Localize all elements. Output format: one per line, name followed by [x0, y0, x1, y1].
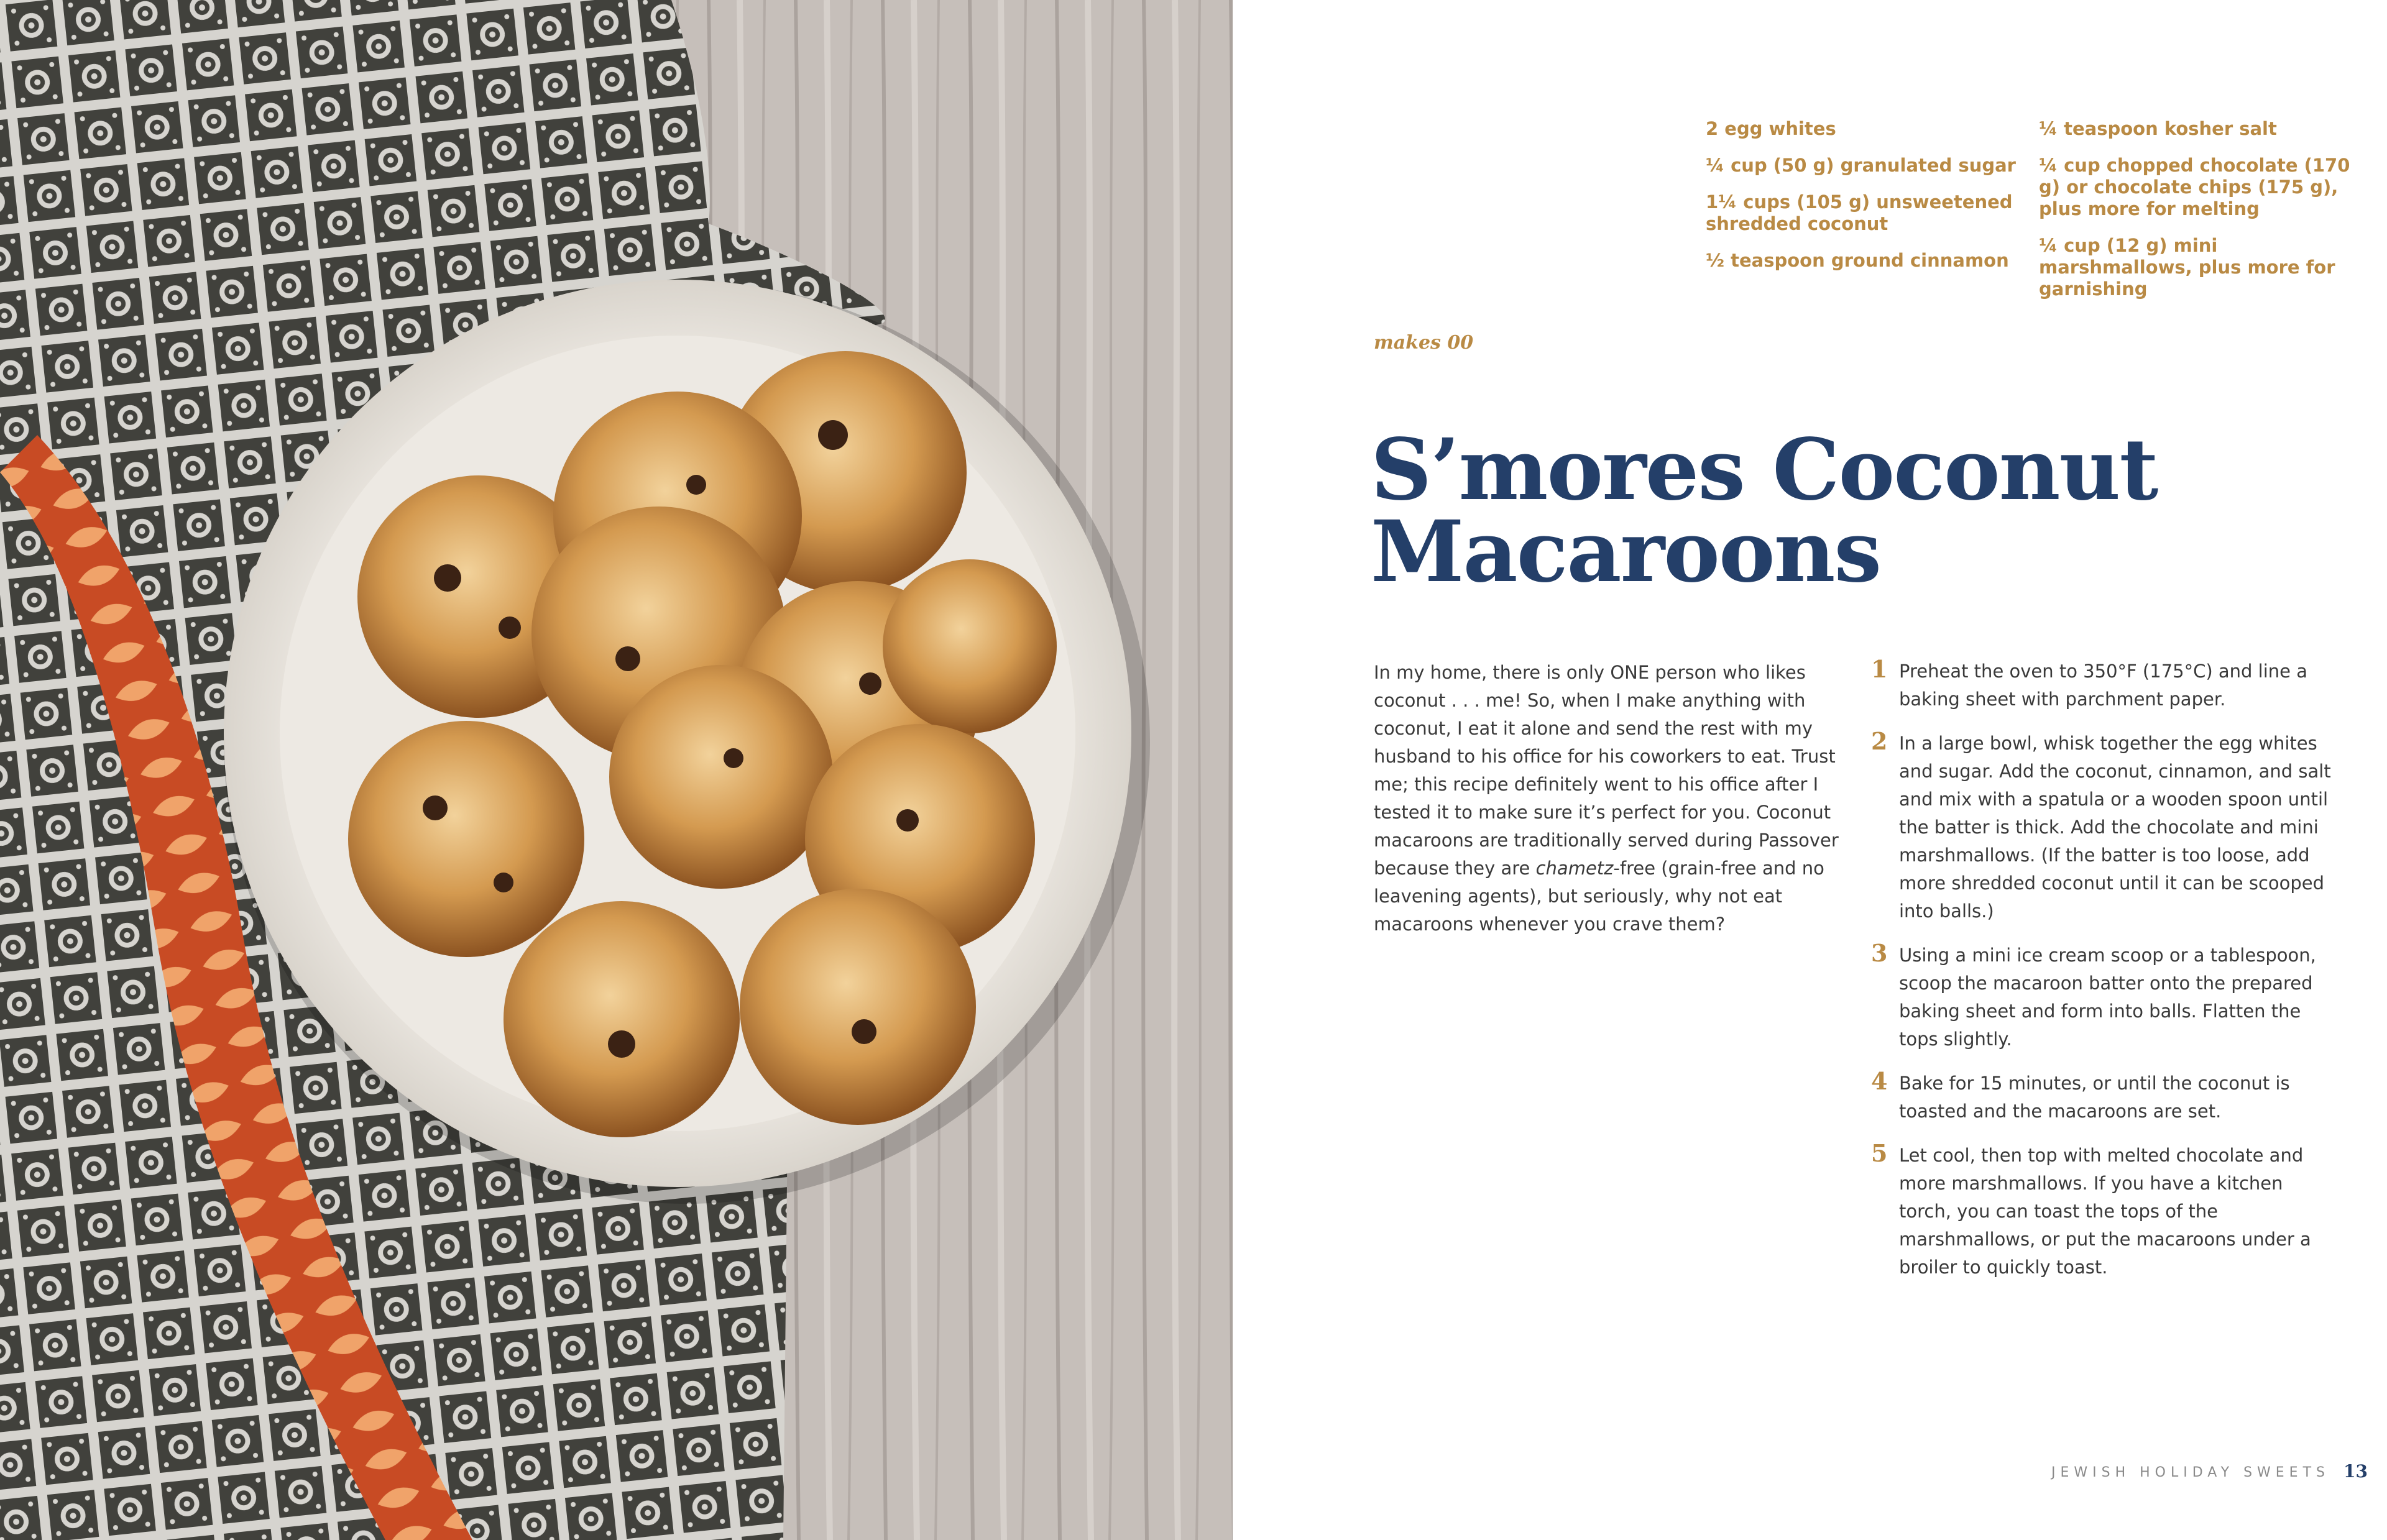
step-text: Using a mini ice cream scoop or a tablespoon, scoop the macaroon batter onto the prepared baking sheet and form into balls. Flatten the tops slightly. — [1899, 945, 2316, 1050]
intro-text-end: -free (grain-free and no leavening agents), but seriously, why not eat macaroons whenever you crave them? — [1374, 858, 1824, 935]
step — [1871, 1139, 2331, 1281]
ingredient: ¼ cup (12 g) mini marshmallows, plus more for garnishing — [2039, 235, 2335, 300]
title-line-2: Macaroons — [1371, 502, 1881, 602]
page-footer — [2051, 1461, 2368, 1482]
ingredient: ½ teaspoon ground cinnamon — [1706, 250, 2009, 271]
ingredients-column-1 — [1706, 118, 2029, 286]
ingredient: 2 egg whites — [1706, 118, 1836, 139]
ingredient: ¼ teaspoon kosher salt — [2039, 118, 2277, 139]
step-text: Preheat the oven to 350°F (175°C) and line a baking sheet with parchment paper. — [1899, 661, 2307, 710]
running-head: JEWISH HOLIDAY SWEETS — [2051, 1465, 2330, 1480]
yield-label: makes 00 — [1374, 332, 1474, 354]
step-number: 3 — [1871, 939, 1888, 967]
step-text: In a large bowl, whisk together the egg whites and sugar. Add the coconut, cinnamon, and salt and mix with a spatula or a wooden spoon until the batter is thick. Add the chocolate and mini marshmallows. (If the batter is too loose, add more shredded coconut until it can be scooped into balls.) — [1899, 733, 2331, 922]
title-line-1: S’mores Coconut — [1371, 420, 2158, 520]
step — [1871, 655, 2331, 713]
ingredient: ¼ cup (50 g) granulated sugar — [1706, 155, 2016, 176]
method-steps — [1871, 655, 2331, 1298]
intro-text: In my home, there is only ONE person who likes coconut . . . me! So, when I make anything with coconut, I eat it alone and send the rest with my husband to his office for his coworkers to eat. Trust me; this recipe definitely went to his office after I tested it to make sure it’s perfect for you. Coconut macaroons are traditionally served during Passover because they are — [1374, 662, 1839, 879]
page-number: 13 — [2343, 1461, 2368, 1482]
step-text: Bake for 15 minutes, or until the coconut is toasted and the macaroons are set. — [1899, 1073, 2290, 1122]
step-number: 5 — [1871, 1139, 1888, 1167]
ingredient: ¼ cup chopped chocolate (170 g) or chocolate chips (175 g), plus more for melting — [2039, 155, 2350, 219]
step-text: Let cool, then top with melted chocolate and more marshmallows. If you have a kitchen torch, you can toast the tops of the marshmallows, or put the macaroons under a broiler to quickly toast. — [1899, 1145, 2311, 1278]
step — [1871, 1067, 2331, 1125]
ingredients-column-2 — [2039, 118, 2362, 315]
intro-italic: chametz — [1535, 858, 1614, 879]
step-number: 4 — [1871, 1067, 1888, 1095]
step-number: 2 — [1871, 727, 1888, 755]
step — [1871, 727, 2331, 925]
recipe-intro — [1374, 659, 1846, 938]
ingredient: 1¼ cups (105 g) unsweetened shredded coconut — [1706, 191, 2013, 234]
step-number: 1 — [1871, 655, 1888, 683]
recipe-title — [1371, 420, 2303, 602]
step — [1871, 939, 2331, 1053]
